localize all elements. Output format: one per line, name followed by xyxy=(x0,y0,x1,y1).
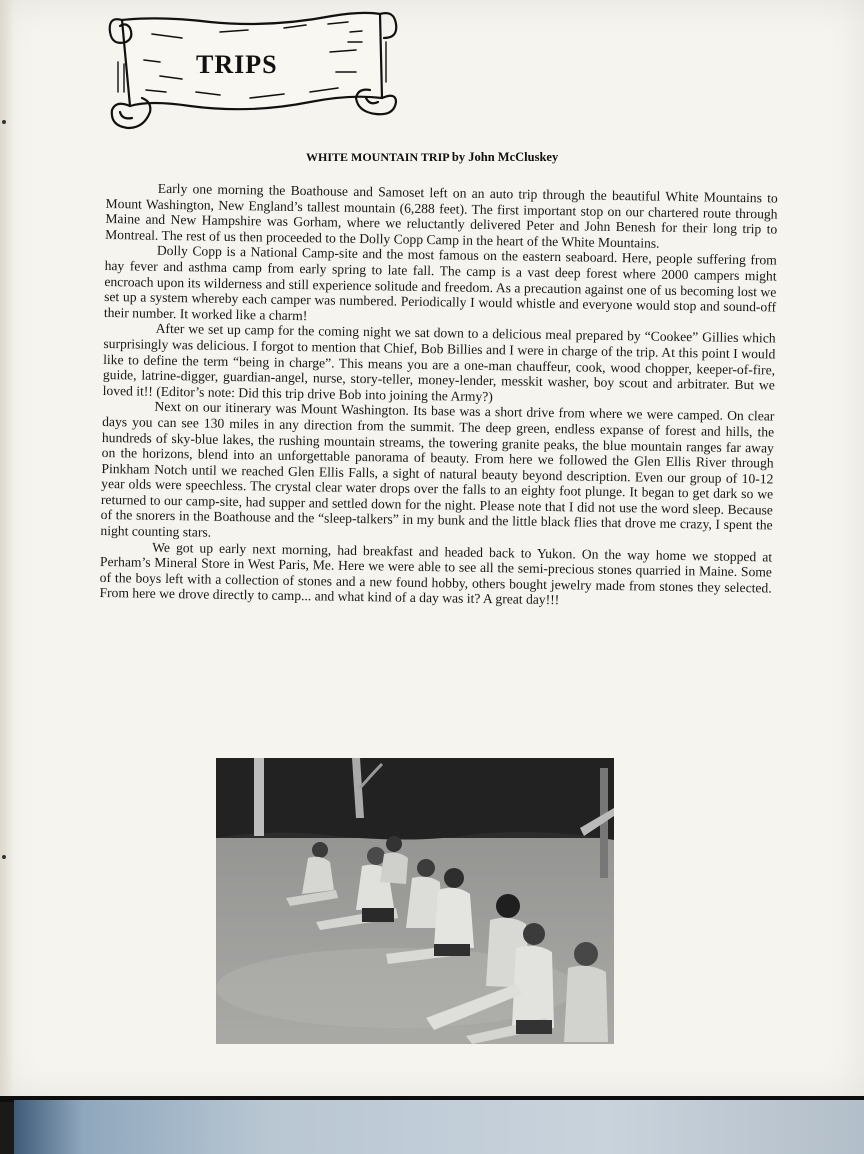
binding-mark xyxy=(2,120,6,124)
campers-photo-illustration xyxy=(216,758,614,1044)
page-shadow xyxy=(0,0,14,1098)
article-title: WHITE MOUNTAIN TRIP xyxy=(306,150,449,164)
binding-mark xyxy=(2,855,6,859)
article-byline: by John McCluskey xyxy=(451,150,559,164)
paragraph: Dolly Copp is a National Camp-site and the most famous on the eastern seaboard. Here, people suffering from hay fever and asthma camp from early spring to late fall. The camp is a vast deep forest where 2000 campers might encroach upon its wilderness and still experience solitude and freedom. As a precaution against one of us becoming lost we set up a system whereby each camper was numbered. Periodically I would whistle and everyone would stop and sound-off their number. It worked like a charm! xyxy=(103,243,777,323)
scanner-background-strip xyxy=(14,1100,864,1154)
section-heading: TRIPS xyxy=(196,50,278,79)
paragraph: After we set up camp for the coming night we sat down to a delicious meal prepared by “Cookee” Gillies which surprisingly was delicious. I forgot to mention that Chief, Bob Billies and I were in charge of the trip. At this point I would like to define the term “being in charge”. This means you are a one-man chauffeur, cook, wood chopper, keeper-of-fire, guide, latrine-digger, guardian-angel, nurse, story-teller, money-lender, messkit washer, boy scout and arbitrater. But we loved it!! (Editor’s note: Did this trip drive Bob into joining the Army?) xyxy=(102,321,776,404)
paragraph: Next on our itinerary was Mount Washington. Its base was a short drive from where we were camped. On clear days you can see 130 miles in any direction from the summit. The deep green, endless expanse of forest and hills, the hundreds of sky-blue lakes, the rushing mountain streams, the towering granite peaks, the blue mountain ranges far away on the horizons, blend into an unforgettable panorama of beauty. From here we followed the Glen Ellis River through Pinkham Notch until we reached Glen Ellis Falls, a sight of natural beauty beyond description. Even our group of 10-12 year olds were speechless. The crystal clear water drops over the falls to an eighty foot plunge. It began to get dark so we returned to our camp-site, had supper and settled down for the night. Please note that I did not use the word sleep. Because of the snorers in the Boathouse and the “sleep-talkers” in my bunk and the little black flies that drove me crazy, I spent the night counting stars. xyxy=(100,399,775,540)
article-body xyxy=(99,180,778,612)
campers-photo xyxy=(216,758,614,1044)
article-title-line xyxy=(306,150,726,165)
paragraph: Early one morning the Boathouse and Samoset left on an auto trip through the beautiful White Mountains to Mount Washington, New England’s tallest mountain (6,288 feet). The first important stop on our chartered route through Maine and New Hampshire was Gorham, where we reluctantly delivered Peter and John Benesh for their long trip to Montreal. The rest of us then proceeded to the Dolly Copp Camp in the heart of the White Mountains. xyxy=(105,180,778,251)
paragraph: We got up early next morning, had breakfast and headed back to Yukon. On the way home we stopped at Perham’s Mineral Store in West Paris, Me. Here we were able to see all the semi-precious stones quarried in Maine. Some of the boys left with a collection of stones and a new found hobby, others bought jewelry made from stones they selected. From here we drove directly to camp... and what kind of a day was it? A great day!!! xyxy=(99,539,773,608)
